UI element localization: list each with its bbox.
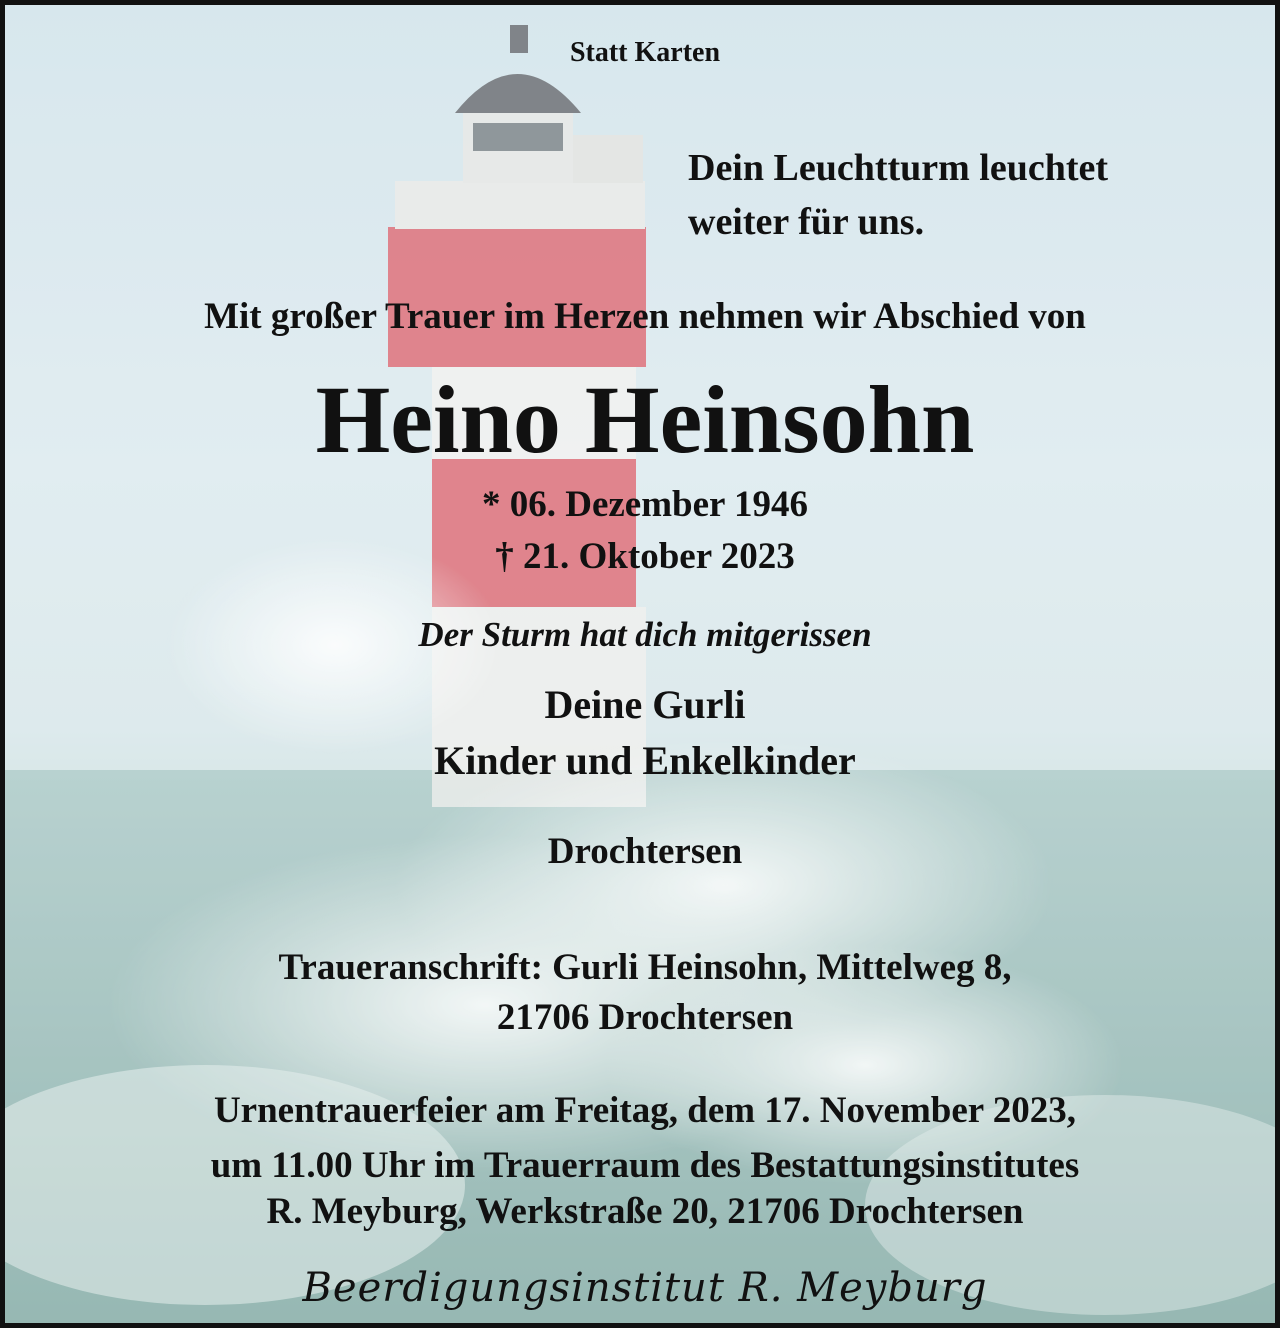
address-line-1: Traueranschrift: Gurli Heinsohn, Mittelweg 8, — [278, 947, 1012, 988]
place: Drochtersen — [547, 831, 743, 872]
deceased-name: Heino Heinsohn — [315, 366, 975, 473]
motto-line-1: Dein Leuchtturm leuchtet — [688, 147, 1109, 189]
intro-text: Mit großer Trauer im Herzen nehmen wir Abschied von — [204, 296, 1086, 337]
funeral-home-signature: Beerdigungsinstitut R. Meyburg — [302, 1265, 988, 1311]
ceremony-line-1: Urnentrauerfeier am Freitag, dem 17. November 2023, — [213, 1090, 1077, 1131]
motto — [688, 141, 1108, 249]
header-statt-karten: Statt Karten — [569, 37, 721, 68]
motto-line-2: weiter für uns. — [688, 201, 925, 243]
mourner-line-1: Deine Gurli — [544, 682, 746, 727]
ceremony-line-2: um 11.00 Uhr im Trauerraum des Bestattungsinstitutes — [210, 1145, 1080, 1186]
birth-date: * 06. Dezember 1946 — [481, 484, 809, 525]
mourner-line-2: Kinder und Enkelkinder — [434, 738, 856, 783]
death-date: † 21. Oktober 2023 — [495, 536, 795, 577]
quote: Der Sturm hat dich mitgerissen — [418, 615, 872, 654]
ceremony-line-3: R. Meyburg, Werkstraße 20, 21706 Drochtersen — [266, 1191, 1024, 1232]
address-line-2: 21706 Drochtersen — [496, 997, 794, 1038]
